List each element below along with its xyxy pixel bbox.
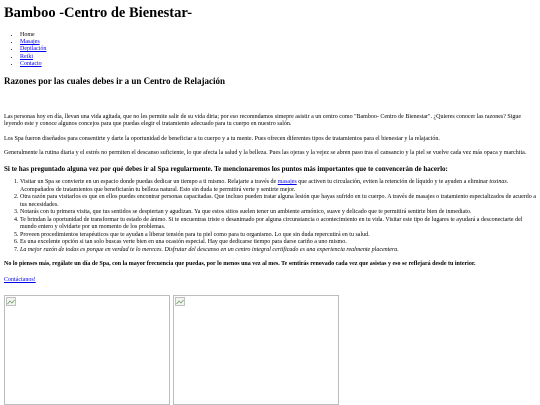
list-item: 2. Otra razón para visitarlos es que en ellos puedes encontrar personas capacitadas. Que incluso pueden tratar alguna lesión que hayas sufrido en tu cuerpo. A través de masajes o tratamiento especializados de acuerdo a tus necesidades. [20, 194, 536, 209]
masajes-inline-link[interactable]: masajes [277, 179, 297, 186]
spa-paragraph: Los Spa fueron diseñados para consentirte y darte la oportunidad de beneficiar a tu cuerpo y a tu mente. Pues ofrecen diferentes tipos de tratamientos para el bienestar y la relajación. [4, 135, 440, 142]
reasons-heading: Si te has preguntado alguna vez por qué debes ir al Spa regularmente. Te mencionaremos los puntos más importantes que te convencerán de hacerlo: [4, 164, 448, 173]
site-title: Bamboo -Centro de Bienestar- [4, 5, 193, 21]
broken-image-icon [6, 297, 16, 306]
menu-link-reiki[interactable]: Reiki [20, 53, 33, 60]
menu-item-contacto[interactable] [20, 61, 536, 68]
point-7-italic: La mejor razón de todas es porque en verdad te lo mereces. Disfrutar del descanso en un centro integral certificado es una experiencia realmente placentera. [20, 246, 399, 253]
list-item: 5. Proveen procedimientos terapéuticos que te ayudan a liberar tensión para tu piel como para tu organismo. Lo que sin duda repercutirá en tu salud. [20, 232, 536, 240]
broken-image-1 [4, 295, 170, 405]
closing-statement: No lo pienses más, regálate un día de Spa, con la mayor frecuencia que puedas, por lo menos una vez al mes. Te sentirás renovado cada vez que asistas y eso se reflejará desde tu interior. [4, 261, 476, 268]
point-1-text-a: Visitar un Spa se convierte en un espacio donde puedas dedicar un tiempo a ti mismo. Relajarte a través de [20, 179, 278, 186]
contact-link[interactable]: Contáctanos! [4, 276, 36, 283]
menu-item-home [20, 32, 536, 39]
point-1-text-b: que activen tu circulación, eviten la retención de líquido y te ayuden a eliminar [296, 179, 490, 186]
reasons-list [4, 179, 536, 254]
broken-image-icon [175, 297, 185, 306]
point-1-text-c: . Acompañados de tratamientos que beneficiarán tu belleza natural. Esto sin duda te permitirá verte y sentirte mejor. [20, 179, 509, 193]
image-row [4, 295, 536, 405]
menu-item-reiki[interactable] [20, 54, 536, 61]
list-item [20, 247, 536, 255]
menu-item-masajes[interactable] [20, 39, 536, 46]
section-heading: Razones por las cuales debes ir a un Centro de Relajación [4, 75, 226, 86]
menu-link-contacto[interactable]: Contacto [20, 60, 42, 67]
list-item: 3. Notarás con tu primera visita, que tus sentidos se despiertan y agudizan. Ya que estos sitios suelen tener un ambiente armónico, suave y delicado que te permitirá sentirte bien de inmediato. [20, 209, 536, 217]
contact-paragraph [4, 277, 536, 285]
main-menu [4, 32, 536, 68]
menu-item-depilacion[interactable] [20, 46, 536, 53]
intro-paragraph: Las personas hoy en día, llevan una vida agitada, que no les permite salir de su vida diria; por eso recomndamos simepre asistir a un centro como "Bamboo- Centro de Bienestar". ¿Quieres conocer las razones? Sigue leyendo este y conoce algunos concejos para que puedas elegir el tratamiento adecuado para tu cuerpo en nuestro salón. [4, 113, 522, 128]
point-1-italic: toxinas [489, 179, 507, 186]
menu-link-depilacion[interactable]: Depilación [20, 46, 47, 53]
broken-image-2 [173, 295, 339, 405]
list-item: 6. Es una excelente opción si tan solo buscas verte bien en una ocasión especial. Hay que dedicarse tiempo para darse cariño a uno mismo. [20, 239, 536, 247]
menu-home-label: Home [20, 31, 35, 38]
list-item [20, 179, 536, 194]
menu-link-masajes[interactable]: Masajes [20, 39, 40, 46]
stress-paragraph: Generalmente la rutina diaria y el estrés no permiten el descanso suficiente, lo que afecta la salud y la belleza. Pues las ojeras y la vejez se abren paso tras el cansancio y la piel se vuelve cada vez más opaca y marchita. [4, 150, 527, 157]
list-item: 4. Te brindan la oportunidad de transformar tu estado de ánimo. Si te encuentras triste o desanimado por alguna circunstancia o acontecimiento en tu vida. Visitar este tipo de lugares te ayudará a desconectarte del mundo entero y olvidarte por un momento de los problemas. [20, 217, 536, 232]
